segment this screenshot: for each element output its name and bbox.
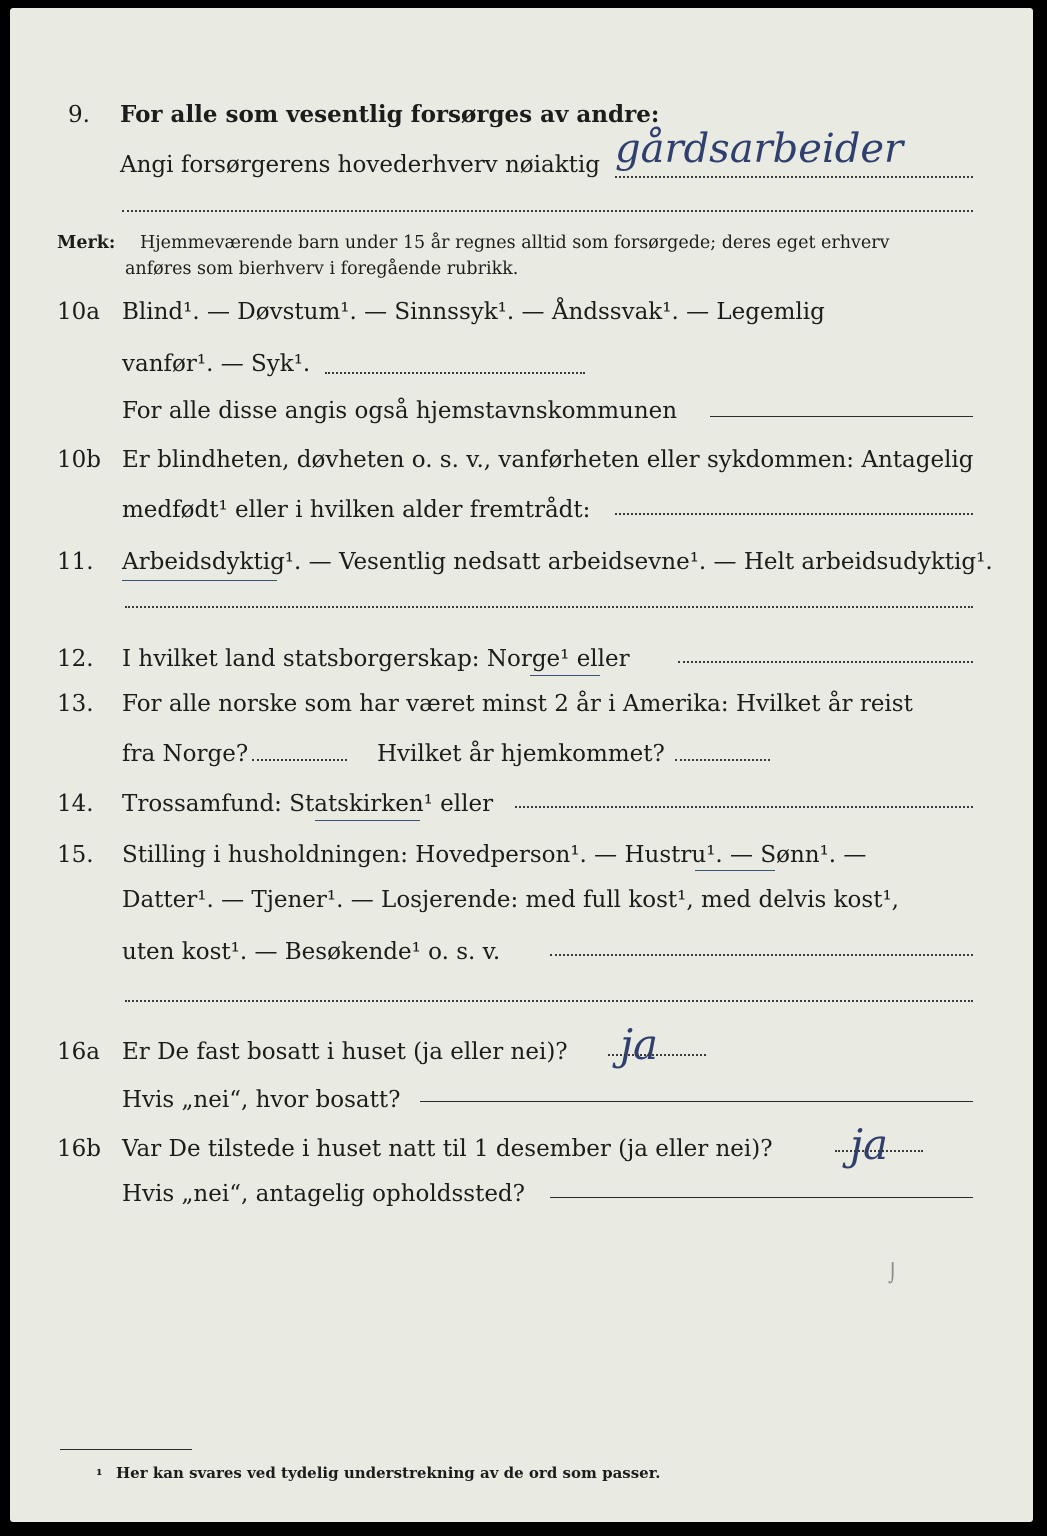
q15-underline-hustru [695,870,775,871]
pencil-mark-icon: ⌡ [888,1263,898,1284]
q16a-bosatt-line [420,1101,973,1102]
q15-answer-line [550,954,973,956]
q13-number: 13. [57,691,94,717]
q11-answer-line [125,606,973,608]
q16a-line2: Hvis „nei“, hvor bosatt? [122,1087,401,1113]
q10a-number: 10a [57,299,100,325]
merk-line2: anføres som bierhverv i foregående rubrikk. [125,259,519,279]
q9-handwritten-answer: gårdsarbeider [615,126,904,172]
q15-number: 15. [57,842,94,868]
q11-line1: Arbeidsdyktig¹. — Vesentlig nedsatt arbeidsevne¹. — Helt arbeidsudyktig¹. [122,549,993,575]
q9-number: 9. [68,102,90,128]
q9-answer-line [615,176,973,178]
q16b-number: 16b [57,1136,101,1162]
q16a-handwritten-answer: ja [620,1020,659,1069]
q15-line1: Stilling i husholdningen: Hovedperson¹. — Hustru¹. — Sønn¹. — [122,842,867,868]
q9-line1: For alle som vesentlig forsørges av andre: [120,101,660,128]
q16a-answer-line [608,1054,706,1056]
q10a-line2: vanfør¹. — Syk¹. [122,351,311,377]
q14-number: 14. [57,791,94,817]
footnote-marker: ¹ [96,1466,103,1484]
q12-line1: I hvilket land statsborgerskap: Norge¹ eller [122,646,630,672]
census-form-page [10,8,1033,1522]
q10a-line1: Blind¹. — Døvstum¹. — Sinnssyk¹. — Åndssvak¹. — Legemlig [122,299,825,325]
q16b-opholdssted-line [550,1197,973,1198]
q9-extra-line [122,210,973,212]
q12-underline-norge [530,675,600,676]
q13-line2b: Hvilket år hjemkommet? [377,741,665,767]
q16b-line2: Hvis „nei“, antagelig opholdssted? [122,1181,525,1207]
q16a-number: 16a [57,1039,100,1065]
q16a-line1: Er De fast bosatt i huset (ja eller nei)? [122,1039,568,1065]
q10b-number: 10b [57,447,101,473]
q13-hjemkommet-line [675,759,770,761]
q15-line3: uten kost¹. — Besøkende¹ o. s. v. [122,939,501,965]
footnote-text: Her kan svares ved tydelig understrekning av de ord som passer. [116,1464,661,1482]
q10a-line3: For alle disse angis også hjemstavnskommunen [122,398,678,424]
q13-line2a: fra Norge? [122,741,249,767]
q16b-handwritten-answer: ja [850,1120,889,1169]
q15-line2: Datter¹. — Tjener¹. — Losjerende: med full kost¹, med delvis kost¹, [122,887,899,913]
q10b-line1: Er blindheten, døvheten o. s. v., vanførheten eller sykdommen: Antagelig [122,447,974,473]
q16b-answer-line [835,1150,923,1152]
q12-answer-line [678,661,973,663]
q13-line1: For alle norske som har været minst 2 år i Amerika: Hvilket år reist [122,691,913,717]
q15-extra-line [125,1000,973,1002]
q9-line2: Angi forsørgerens hovederhverv nøiaktig [120,152,600,178]
footnote-rule [60,1449,192,1450]
merk-label: Merk: [57,233,116,253]
q16b-line1: Var De tilstede i huset natt til 1 desember (ja eller nei)? [122,1136,773,1162]
merk-line1: Hjemmeværende barn under 15 år regnes alltid som forsørgede; deres eget erhverv [140,233,890,253]
q10a-syk-line [325,372,585,374]
q14-answer-line [515,806,973,808]
q13-reist-line [252,759,347,761]
q14-underline-statskirken [315,820,420,821]
q11-number: 11. [57,549,94,575]
q10a-kommune-line [710,416,973,417]
q10b-line2: medfødt¹ eller i hvilken alder fremtrådt: [122,497,591,523]
q11-underline-arbeidsdyktig [122,580,277,581]
q12-number: 12. [57,646,94,672]
q14-line1: Trossamfund: Statskirken¹ eller [122,791,494,817]
q10b-answer-line [615,513,973,515]
